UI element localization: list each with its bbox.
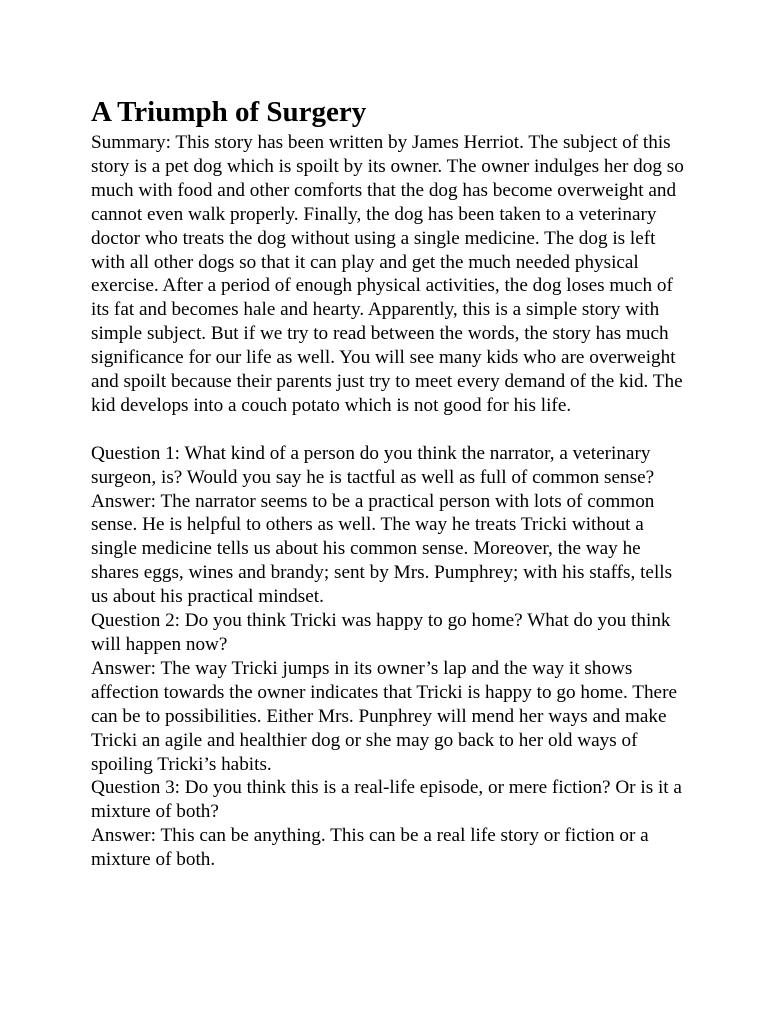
question-1: Question 1: What kind of a person do you think the narrator, a veterinary surgeon, is? Would you say he is tactful as well as full of common sense? [91, 442, 655, 488]
question-2: Question 2: Do you think Tricki was happy to go home? What do you think will happen now? [91, 610, 671, 656]
summary-paragraph: Summary: This story has been written by James Herriot. The subject of this story is a pet dog which is spoilt by its owner. The owner indulges her dog so much with food and other comforts that the dog has become overweight and cannot even walk properly. Finally, the dog has been taken to a veterinary doctor who treats the dog without using a single medicine. The dog is left with all other dogs so that it can play and get the much needed physical exercise. After a period of enough physical activities, the dog loses much of its fat and becomes hale and hearty. Apparently, this is a simple story with simple subject. But if we try to read between the words, the story has much significance for our life as well. You will see many kids who are overweight and spoilt because their parents just try to meet every demand of the kid. The kid develops into a couch potato which is not good for his life. [91, 132, 684, 416]
document-title: A Triumph of Surgery [91, 96, 367, 128]
answer-1: Answer: The narrator seems to be a practical person with lots of common sense. He is helpful to others as well. The way he treats Tricki without a single medicine tells us about his common sense. Moreover, the way he shares eggs, wines and brandy; sent by Mrs. Pumphrey; with his staffs, tells us about his practical mindset. [91, 490, 673, 608]
question-3: Question 3: Do you think this is a real-life episode, or mere fiction? Or is it a mixture of both? [91, 777, 682, 823]
paragraph-spacer [91, 418, 691, 442]
answer-3: Answer: This can be anything. This can be a real life story or fiction or a mixture of both. [91, 825, 649, 871]
document-page [91, 93, 691, 872]
answer-2: Answer: The way Tricki jumps in its owner’s lap and the way it shows affection towards the owner indicates that Tricki is happy to go home. There can be to possibilities. Either Mrs. Punphrey will mend her ways and make Tricki an agile and healthier dog or she may go back to her old ways of spoiling Tricki’s habits. [91, 657, 677, 775]
